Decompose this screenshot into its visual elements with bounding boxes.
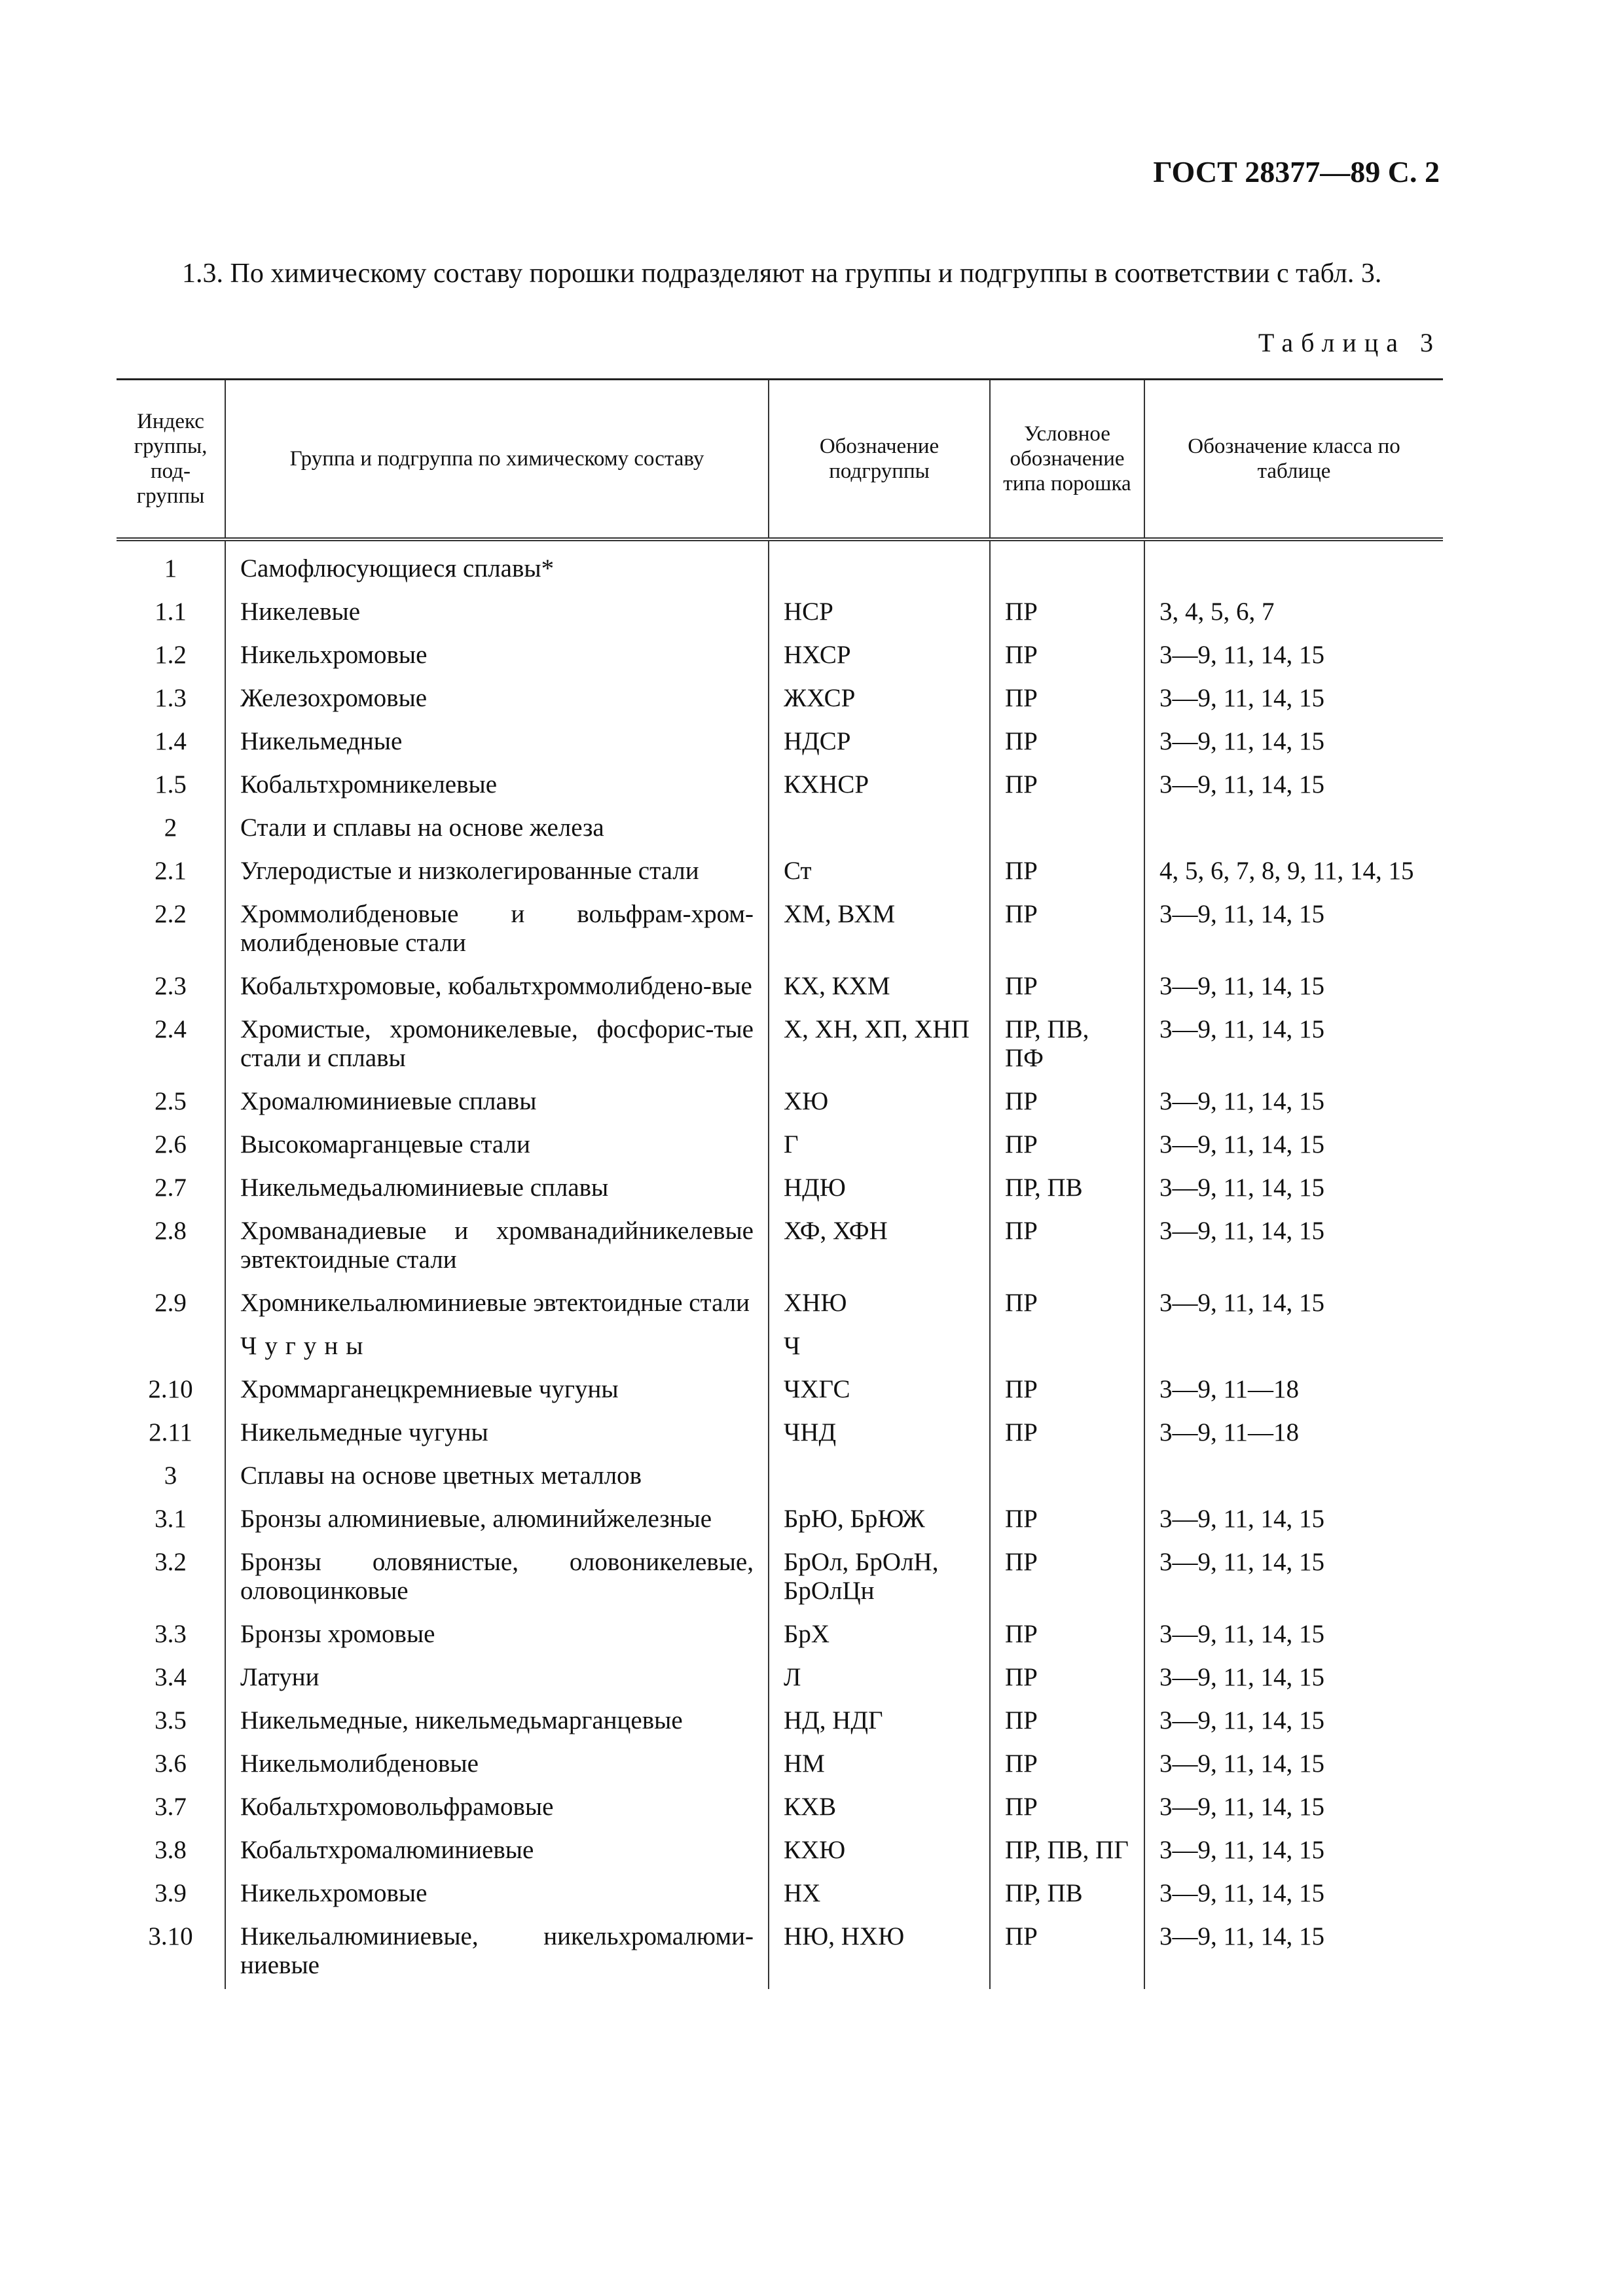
cell-subgroup-code: ХЮ (769, 1082, 990, 1125)
cell-powder-type: ПР, ПВ, ПГ (990, 1831, 1144, 1874)
table-row (117, 1787, 1443, 1831)
cell-powder-type: ПР (990, 1615, 1144, 1658)
page-header: ГОСТ 28377—89 С. 2 (1153, 155, 1440, 188)
cell-class: 3—9, 11—18 (1144, 1370, 1443, 1413)
cell-powder-type: ПР (990, 636, 1144, 679)
table-row (117, 679, 1443, 722)
table-row (117, 765, 1443, 808)
cell-powder-type (990, 808, 1144, 852)
table-row (117, 808, 1443, 852)
table-row (117, 1125, 1443, 1168)
cell-index: 1.1 (155, 598, 187, 626)
cell-subgroup-code: ХМ, ВХМ (769, 895, 990, 967)
table-row (117, 1701, 1443, 1744)
cell-index: 1 (164, 554, 177, 583)
cell-powder-type: ПР (990, 1370, 1144, 1413)
cell-class: 3—9, 11, 14, 15 (1144, 1831, 1443, 1874)
table-row (117, 1168, 1443, 1211)
cell-group-name: Бронзы оловянистые, оловоникелевые, оловоцинковые (225, 1543, 769, 1615)
cell-subgroup-code: БрОл, БрОлН, БрОлЦн (769, 1543, 990, 1615)
cell-powder-type: ПР (990, 1283, 1144, 1327)
cell-powder-type: ПР, ПВ, ПФ (990, 1010, 1144, 1082)
cell-group-name: Латуни (225, 1658, 769, 1701)
cell-index: 3.10 (148, 1922, 193, 1950)
cell-powder-type: ПР (990, 1413, 1144, 1456)
cell-index: 2.11 (149, 1418, 192, 1446)
cell-index: 3.9 (155, 1879, 187, 1907)
header-class: Обозначение класса по таблице (1144, 380, 1443, 540)
table-row (117, 895, 1443, 967)
cell-subgroup-code: ЖХСР (769, 679, 990, 722)
cell-index: 2.4 (155, 1015, 187, 1043)
cell-group-name: Углеродистые и низколегированные стали (225, 852, 769, 895)
cell-powder-type: ПР (990, 1499, 1144, 1543)
cell-subgroup-code: КХНСР (769, 765, 990, 808)
cell-class (1144, 808, 1443, 852)
cell-group-name: Самофлюсующиеся сплавы* (225, 539, 769, 592)
cell-powder-type: ПР (990, 765, 1144, 808)
table-row (117, 1615, 1443, 1658)
cell-index: 2.5 (155, 1087, 187, 1115)
cell-index: 3.7 (155, 1793, 187, 1821)
cell-class: 3—9, 11, 14, 15 (1144, 679, 1443, 722)
cell-powder-type: ПР (990, 722, 1144, 765)
cell-group-name: Никельмедные чугуны (225, 1413, 769, 1456)
cell-class: 3, 4, 5, 6, 7 (1144, 592, 1443, 636)
cell-powder-type: ПР (990, 852, 1144, 895)
table-row (117, 1744, 1443, 1787)
cell-index: 3.5 (155, 1706, 187, 1734)
cell-group-name: Хромникельалюминиевые эвтектоидные стали (225, 1283, 769, 1327)
cell-group-name: Чугуны (225, 1327, 769, 1370)
cell-index: 2.9 (155, 1289, 187, 1317)
cell-group-name: Хромванадиевые и хромванадийникелевые эвтектоидные стали (225, 1211, 769, 1283)
cell-group-name: Никельмедьалюминиевые сплавы (225, 1168, 769, 1211)
cell-subgroup-code: КХЮ (769, 1831, 990, 1874)
cell-class: 3—9, 11, 14, 15 (1144, 636, 1443, 679)
cell-group-name: Никельхромовые (225, 636, 769, 679)
cell-powder-type: ПР, ПВ (990, 1874, 1144, 1917)
table-row (117, 852, 1443, 895)
cell-class (1144, 1327, 1443, 1370)
cell-subgroup-code: ЧХГС (769, 1370, 990, 1413)
cell-powder-type: ПР (990, 1082, 1144, 1125)
cell-index: 2.6 (155, 1130, 187, 1158)
cell-subgroup-code (769, 808, 990, 852)
cell-subgroup-code: Л (769, 1658, 990, 1701)
cell-index: 1.2 (155, 641, 187, 669)
cell-subgroup-code: Ч (769, 1327, 990, 1370)
cell-index: 2 (164, 814, 177, 842)
cell-powder-type (990, 1327, 1144, 1370)
cell-class (1144, 1456, 1443, 1499)
cell-group-name: Кобальтхромовольфрамовые (225, 1787, 769, 1831)
cell-index: 2.8 (155, 1217, 187, 1245)
cell-group-name: Высокомарганцевые стали (225, 1125, 769, 1168)
table-row (117, 967, 1443, 1010)
header-index: Индекс группы, под-группы (117, 380, 225, 540)
cell-subgroup-code (769, 1456, 990, 1499)
cell-index: 2.7 (155, 1174, 187, 1202)
cell-powder-type: ПР (990, 1787, 1144, 1831)
cell-group-name: Бронзы алюминиевые, алюминийжелезные (225, 1499, 769, 1543)
cell-powder-type: ПР (990, 1211, 1144, 1283)
cell-class: 3—9, 11, 14, 15 (1144, 1543, 1443, 1615)
cell-powder-type: ПР (990, 1658, 1144, 1701)
cell-class: 3—9, 11, 14, 15 (1144, 722, 1443, 765)
cell-index: 3 (164, 1462, 177, 1490)
header-powder-type: Условное обозначение типа порошка (990, 380, 1144, 540)
cell-powder-type (990, 1456, 1144, 1499)
table-row (117, 1874, 1443, 1917)
cell-group-name: Никельхромовые (225, 1874, 769, 1917)
table-row (117, 636, 1443, 679)
cell-group-name: Кобальтхромовые, кобальтхроммолибдено-вые (225, 967, 769, 1010)
cell-group-name: Хромистые, хромоникелевые, фосфорис-тые стали и сплавы (225, 1010, 769, 1082)
cell-group-name: Хромалюминиевые сплавы (225, 1082, 769, 1125)
cell-index: 3.4 (155, 1663, 187, 1691)
intro-paragraph: 1.3. По химическому составу порошки подразделяют на группы и подгруппы в соответствии с табл. 3. (182, 259, 1382, 289)
cell-class: 3—9, 11, 14, 15 (1144, 1211, 1443, 1283)
cell-class: 3—9, 11, 14, 15 (1144, 1787, 1443, 1831)
table-row (117, 1370, 1443, 1413)
cell-group-name: Хроммолибденовые и вольфрам-хром-молибденовые стали (225, 895, 769, 967)
cell-subgroup-code: ХНЮ (769, 1283, 990, 1327)
table-row (117, 1082, 1443, 1125)
powder-classification-table (117, 378, 1443, 1989)
cell-powder-type: ПР (990, 895, 1144, 967)
cell-group-name: Никельмолибденовые (225, 1744, 769, 1787)
cell-class: 3—9, 11, 14, 15 (1144, 967, 1443, 1010)
cell-index: 3.6 (155, 1749, 187, 1778)
table-row (117, 1413, 1443, 1456)
cell-subgroup-code: БрЮ, БрЮЖ (769, 1499, 990, 1543)
cell-powder-type: ПР (990, 1543, 1144, 1615)
table-header (117, 380, 1443, 540)
cell-class: 4, 5, 6, 7, 8, 9, 11, 14, 15 (1144, 852, 1443, 895)
table-row (117, 1658, 1443, 1701)
cell-index: 1.3 (155, 684, 187, 712)
table-row (117, 1327, 1443, 1370)
cell-subgroup-code: НЮ, НХЮ (769, 1917, 990, 1989)
cell-index: 2.10 (148, 1375, 193, 1403)
cell-class: 3—9, 11, 14, 15 (1144, 1615, 1443, 1658)
cell-powder-type (990, 539, 1144, 592)
cell-index: 3.1 (155, 1505, 187, 1533)
cell-index: 1.5 (155, 770, 187, 798)
table-row (117, 1831, 1443, 1874)
cell-group-name: Никельмедные (225, 722, 769, 765)
cell-subgroup-code: НД, НДГ (769, 1701, 990, 1744)
header-subgroup-code: Обозначение подгруппы (769, 380, 990, 540)
cell-subgroup-code: Х, ХН, ХП, ХНП (769, 1010, 990, 1082)
cell-group-name: Кобальтхромникелевые (225, 765, 769, 808)
cell-class: 3—9, 11, 14, 15 (1144, 895, 1443, 967)
cell-subgroup-code (769, 539, 990, 592)
cell-powder-type: ПР (990, 679, 1144, 722)
table-row (117, 1499, 1443, 1543)
cell-subgroup-code: НДСР (769, 722, 990, 765)
cell-group-name: Никелевые (225, 592, 769, 636)
cell-powder-type: ПР (990, 592, 1144, 636)
cell-class: 3—9, 11, 14, 15 (1144, 1917, 1443, 1989)
cell-class: 3—9, 11, 14, 15 (1144, 1010, 1443, 1082)
cell-group-name: Сплавы на основе цветных металлов (225, 1456, 769, 1499)
cell-subgroup-code: ХФ, ХФН (769, 1211, 990, 1283)
cell-index: 3.8 (155, 1836, 187, 1864)
cell-group-name: Бронзы хромовые (225, 1615, 769, 1658)
cell-group-name: Кобальтхромалюминиевые (225, 1831, 769, 1874)
cell-class: 3—9, 11, 14, 15 (1144, 765, 1443, 808)
cell-class: 3—9, 11, 14, 15 (1144, 1125, 1443, 1168)
cell-powder-type: ПР (990, 967, 1144, 1010)
cell-group-name: Железохромовые (225, 679, 769, 722)
cell-powder-type: ПР (990, 1917, 1144, 1989)
cell-class: 3—9, 11, 14, 15 (1144, 1658, 1443, 1701)
cell-class: 3—9, 11, 14, 15 (1144, 1168, 1443, 1211)
cell-subgroup-code: НДЮ (769, 1168, 990, 1211)
cell-index: 3.2 (155, 1548, 187, 1576)
cell-powder-type: ПР, ПВ (990, 1168, 1144, 1211)
cell-class: 3—9, 11, 14, 15 (1144, 1874, 1443, 1917)
cell-group-name: Никельалюминиевые, никельхромалюми-ниевые (225, 1917, 769, 1989)
table-row (117, 1917, 1443, 1989)
cell-index: 2.3 (155, 972, 187, 1000)
cell-subgroup-code: НМ (769, 1744, 990, 1787)
table-row (117, 1010, 1443, 1082)
header-row (117, 380, 1443, 540)
table-row (117, 722, 1443, 765)
table-row (117, 1543, 1443, 1615)
cell-powder-type: ПР (990, 1125, 1144, 1168)
table-row (117, 1456, 1443, 1499)
cell-class: 3—9, 11—18 (1144, 1413, 1443, 1456)
cell-index: 2.2 (155, 900, 187, 928)
table-row (117, 1211, 1443, 1283)
cell-group-name: Никельмедные, никельмедьмарганцевые (225, 1701, 769, 1744)
cell-class: 3—9, 11, 14, 15 (1144, 1499, 1443, 1543)
header-group: Группа и подгруппа по химическому составу (225, 380, 769, 540)
cell-subgroup-code: ЧНД (769, 1413, 990, 1456)
cell-powder-type: ПР (990, 1744, 1144, 1787)
cell-class: 3—9, 11, 14, 15 (1144, 1744, 1443, 1787)
cell-class: 3—9, 11, 14, 15 (1144, 1701, 1443, 1744)
cell-subgroup-code: Г (769, 1125, 990, 1168)
table-row (117, 1283, 1443, 1327)
cell-index: 1.4 (155, 727, 187, 755)
cell-subgroup-code: НСР (769, 592, 990, 636)
cell-index: 3.3 (155, 1620, 187, 1648)
table-row (117, 539, 1443, 592)
table-label: Таблица 3 (1258, 328, 1441, 357)
cell-powder-type: ПР (990, 1701, 1144, 1744)
cell-group-name: Хроммарганецкремниевые чугуны (225, 1370, 769, 1413)
cell-subgroup-code: НХСР (769, 636, 990, 679)
cell-class: 3—9, 11, 14, 15 (1144, 1082, 1443, 1125)
table-row (117, 592, 1443, 636)
cell-class: 3—9, 11, 14, 15 (1144, 1283, 1443, 1327)
table-body (117, 539, 1443, 1989)
cell-index: 2.1 (155, 857, 187, 885)
cell-index (117, 1327, 225, 1370)
cell-class (1144, 539, 1443, 592)
cell-subgroup-code: КХ, КХМ (769, 967, 990, 1010)
cell-subgroup-code: Ст (769, 852, 990, 895)
cell-subgroup-code: БрХ (769, 1615, 990, 1658)
cell-group-name: Стали и сплавы на основе железа (225, 808, 769, 852)
cell-subgroup-code: КХВ (769, 1787, 990, 1831)
cell-subgroup-code: НХ (769, 1874, 990, 1917)
